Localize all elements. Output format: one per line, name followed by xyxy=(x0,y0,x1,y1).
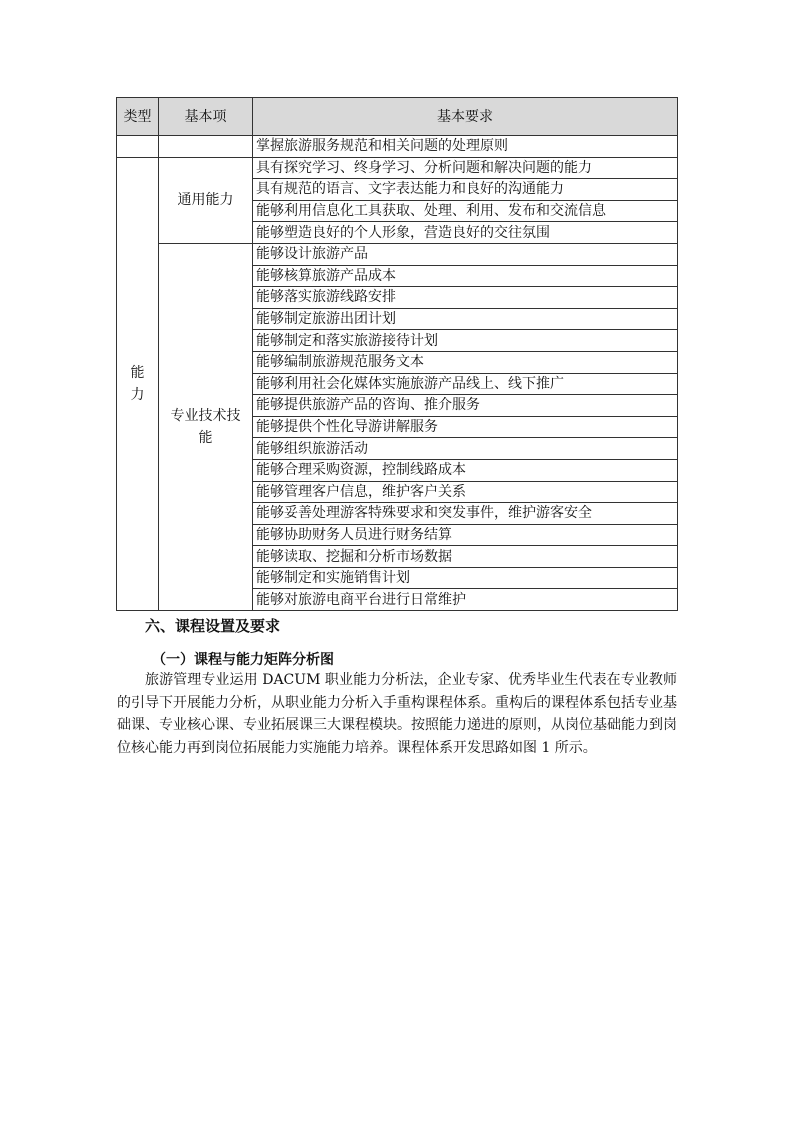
requirement-cell: 能够设计旅游产品 xyxy=(253,243,678,265)
section-heading: 六、课程设置及要求 xyxy=(145,617,281,635)
empty-item-cell xyxy=(159,136,253,158)
header-type: 类型 xyxy=(117,98,159,136)
group-label-professional: 专业技术技能 xyxy=(170,408,241,447)
requirement-cell: 能够编制旅游规范服务文本 xyxy=(253,351,678,373)
requirement-cell: 具有规范的语言、文字表达能力和良好的沟通能力 xyxy=(253,179,678,201)
requirement-cell: 能够提供个性化导游讲解服务 xyxy=(253,416,678,438)
requirement-cell: 掌握旅游服务规范和相关问题的处理原则 xyxy=(253,136,678,158)
requirement-cell: 能够对旅游电商平台进行日常维护 xyxy=(253,589,678,611)
requirement-cell: 能够制定和落实旅游接待计划 xyxy=(253,330,678,352)
table-row xyxy=(117,243,678,265)
table-row xyxy=(117,157,678,179)
body-paragraph: 旅游管理专业运用 DACUM 职业能力分析法，企业专家、优秀毕业生代表在专业教师的引导下开展能力分析，从职业能力分析入手重构课程体系。重构后的课程体系包括专业基础课、专业核心课、专业拓展课三大课程模块。按照能力递进的原则，从岗位基础能力到岗位核心能力再到岗位拓展能力实施能力培养。课程体系开发思路如图 1 所示。 xyxy=(117,672,677,756)
requirement-cell: 能够利用信息化工具获取、处理、利用、发布和交流信息 xyxy=(253,200,678,222)
requirement-cell: 能够提供旅游产品的咨询、推介服务 xyxy=(253,395,678,417)
requirement-cell: 能够组织旅游活动 xyxy=(253,438,678,460)
requirement-cell: 能够协助财务人员进行财务结算 xyxy=(253,524,678,546)
table-row xyxy=(117,136,678,158)
requirement-cell: 能够制定旅游出团计划 xyxy=(253,308,678,330)
requirement-cell: 能够核算旅游产品成本 xyxy=(253,265,678,287)
category-label: 能力 xyxy=(130,364,145,403)
requirement-cell: 能够合理采购资源，控制线路成本 xyxy=(253,459,678,481)
subsection-heading: （一）课程与能力矩阵分析图 xyxy=(152,652,334,668)
group-cell-professional xyxy=(159,243,253,610)
requirement-cell: 能够落实旅游线路安排 xyxy=(253,287,678,309)
requirement-cell: 能够管理客户信息，维护客户关系 xyxy=(253,481,678,503)
requirements-table xyxy=(116,97,678,611)
requirement-cell: 能够利用社会化媒体实施旅游产品线上、线下推广 xyxy=(253,373,678,395)
requirement-cell: 具有探究学习、终身学习、分析问题和解决问题的能力 xyxy=(253,157,678,179)
requirement-cell: 能够制定和实施销售计划 xyxy=(253,567,678,589)
requirement-cell: 能够塑造良好的个人形象，营造良好的交往氛围 xyxy=(253,222,678,244)
requirement-cell: 能够读取、挖掘和分析市场数据 xyxy=(253,546,678,568)
header-item: 基本项 xyxy=(159,98,253,136)
category-cell xyxy=(117,157,159,610)
header-requirement: 基本要求 xyxy=(253,98,678,136)
table-header-row xyxy=(117,98,678,136)
group-cell-general xyxy=(159,157,253,243)
empty-type-cell xyxy=(117,136,159,158)
group-label-general: 通用能力 xyxy=(177,192,234,209)
requirement-cell: 能够妥善处理游客特殊要求和突发事件，维护游客安全 xyxy=(253,503,678,525)
